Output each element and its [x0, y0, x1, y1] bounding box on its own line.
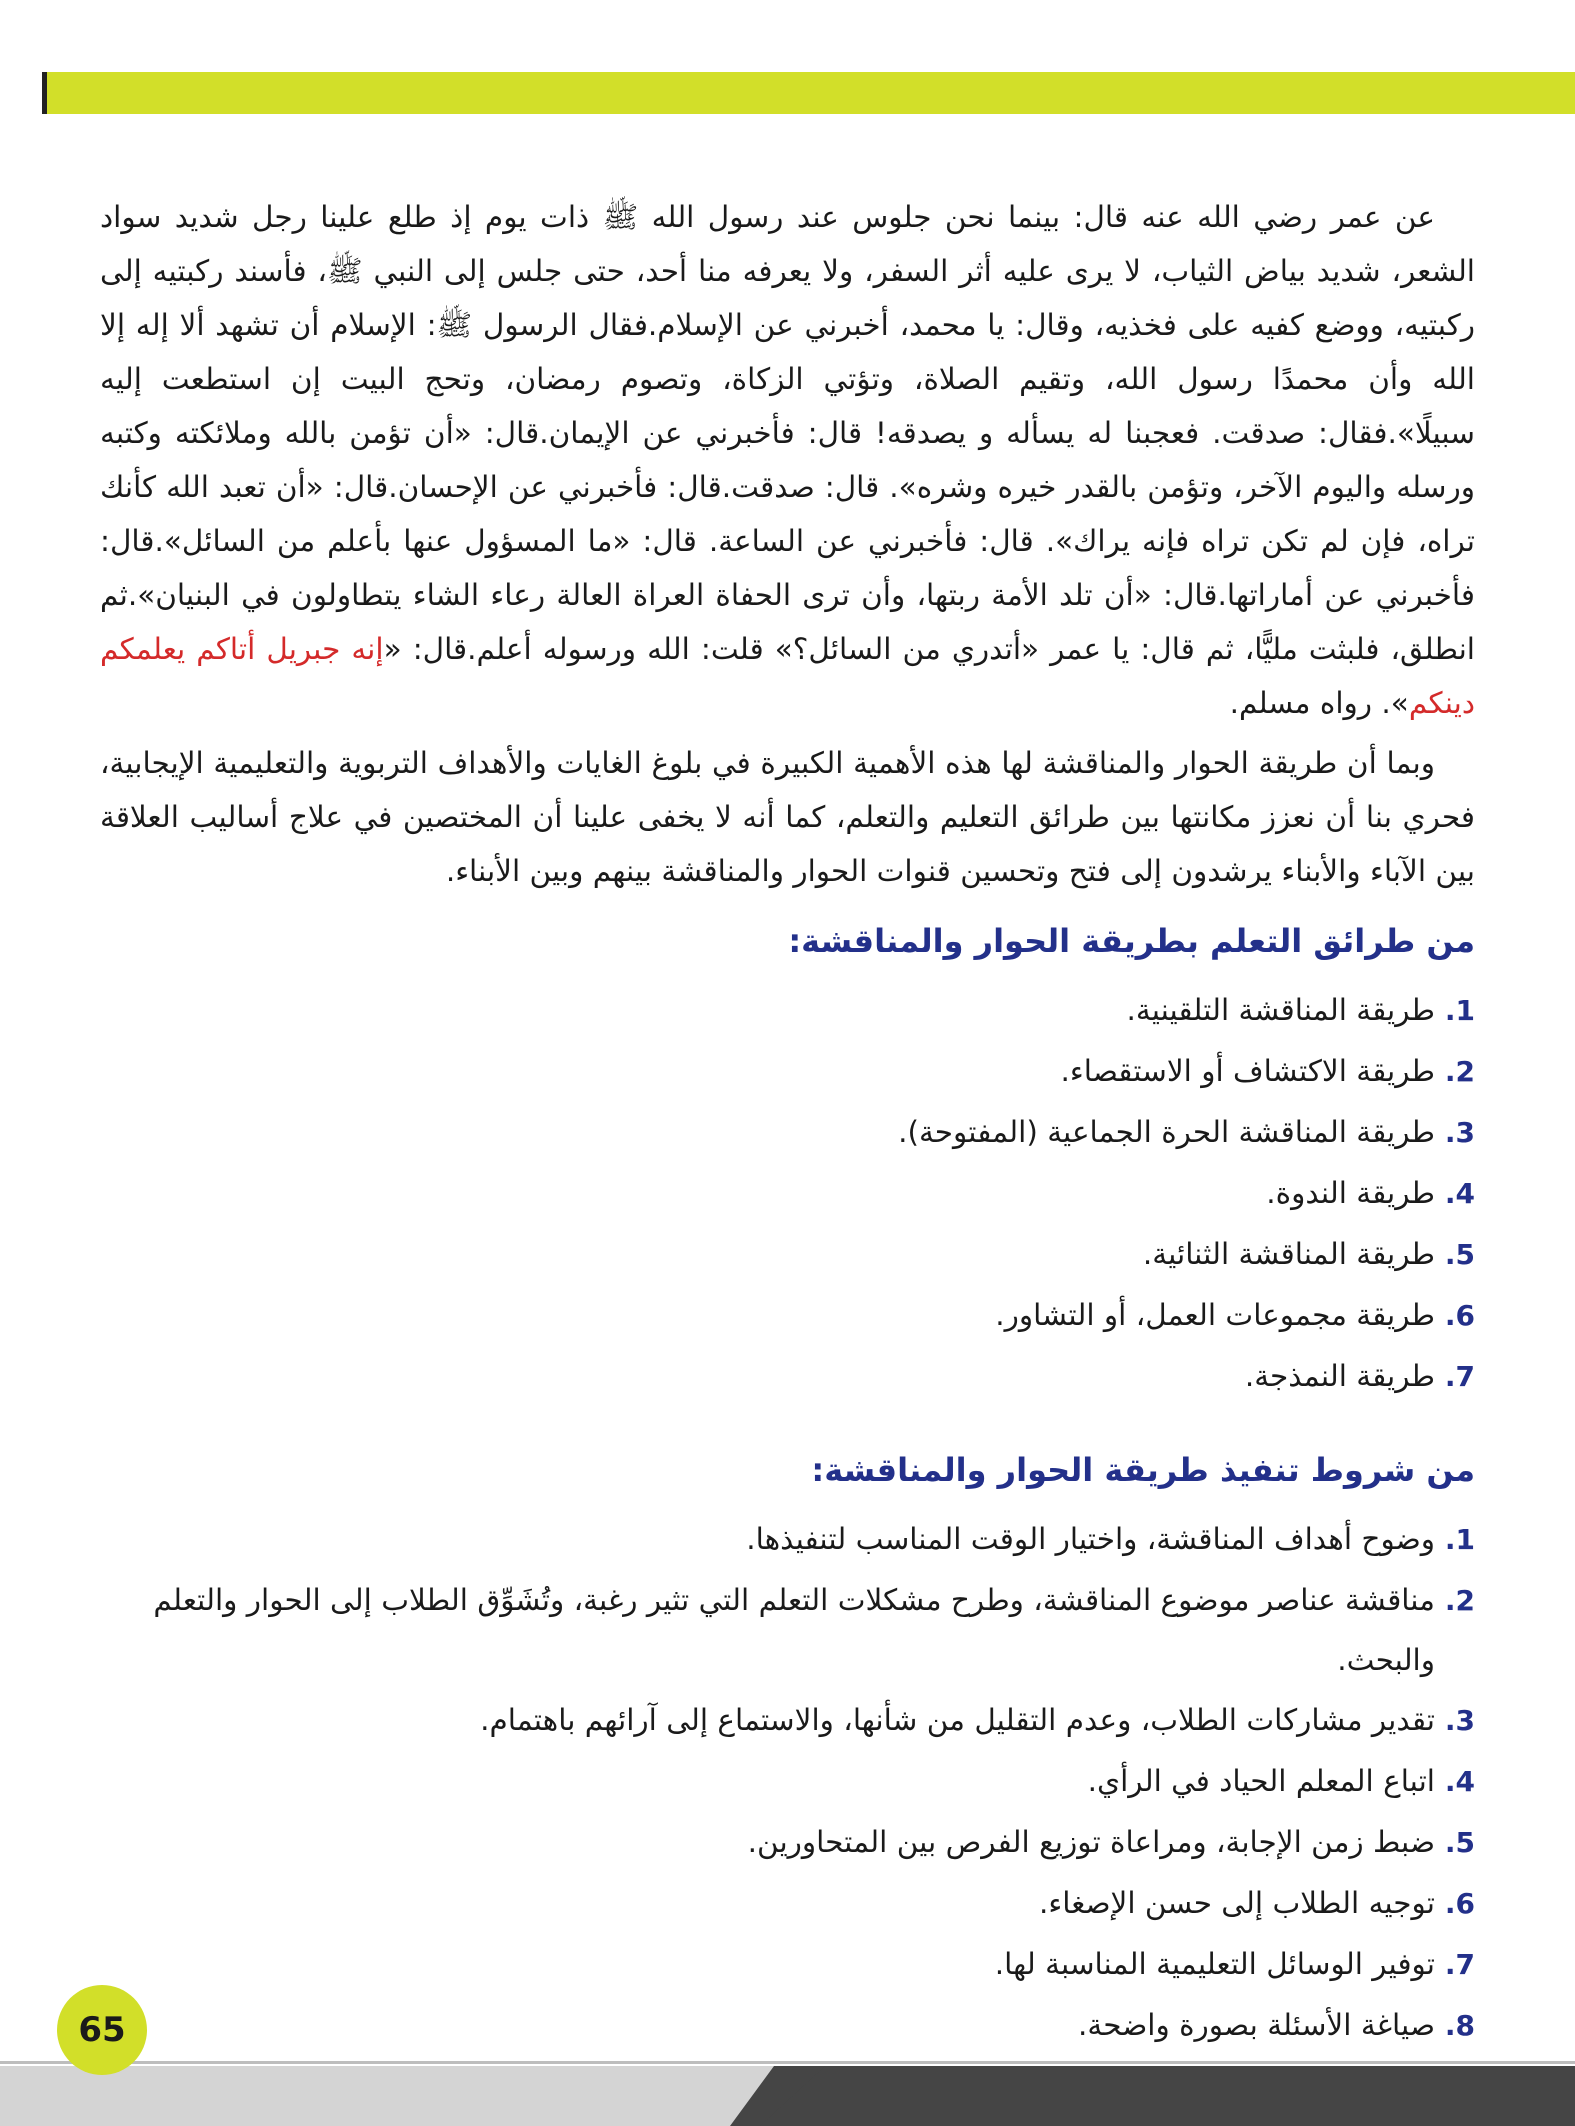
- item-text: توجيه الطلاب إلى حسن الإصغاء.: [1039, 1886, 1435, 1920]
- list-item: [100, 1934, 1475, 1995]
- list-item: [100, 1163, 1475, 1224]
- list-item: [100, 1812, 1475, 1873]
- item-text: ضبط زمن الإجابة، ومراعاة توزيع الفرص بين المتحاورين.: [747, 1825, 1435, 1859]
- page-content: [100, 190, 1475, 2056]
- list-item: [100, 1509, 1475, 1570]
- list-item: [100, 980, 1475, 1041]
- hadith-text-part2: ». رواه مسلم.: [1229, 686, 1409, 720]
- section-heading-conditions: من شروط تنفيذ طريقة الحوار والمناقشة:: [811, 1451, 1475, 1489]
- item-text: طريقة الاكتشاف أو الاستقصاء.: [1060, 1054, 1435, 1088]
- list-item: [100, 1041, 1475, 1102]
- item-number: 4.: [1444, 1765, 1475, 1798]
- hadith-text-part1: عن عمر رضي الله عنه قال: بينما نحن جلوس عند رسول الله ﷺ ذات يوم إذ طلع علينا رجل شديد سواد الشعر، شديد بياض الثياب، لا يرى عليه أثر السفر، ولا يعرفه منا أحد، حتى جلس إلى النبي ﷺ، فأسند ركبتيه إلى ركبتيه، ووضع كفيه على فخذيه، وقال: يا محمد، أخبرني عن الإسلام.فقال الرسول ﷺ: الإسلام أن تشهد ألا إله إلا الله وأن محمدًا رسول الله، وتقيم الصلاة، وتؤتي الزكاة، وتصوم رمضان، وتحج البيت إن استطعت إليه سبيلًا».فقال: صدقت. فعجبنا له يسأله و يصدقه! قال: فأخبرني عن الإيمان.قال: «أن تؤمن بالله وملائكته وكتبه ورسله واليوم الآخر، وتؤمن بالقدر خيره وشره». قال: صدقت.قال: فأخبرني عن الإحسان.قال: «أن تعبد الله كأنك تراه، فإن لم تكن تراه فإنه يراك». قال: فأخبرني عن الساعة. قال: «ما المسؤول عنها بأعلم من السائل».قال: فأخبرني عن أماراتها.قال: «أن تلد الأمة ربتها، وأن ترى الحفاة العراة العالة رعاء الشاء يتطاولون في البنيان».ثم انطلق، فلبثت مليًّا، ثم قال: يا عمر «أتدري من السائل؟» قلت: الله ورسوله أعلم.قال: «: [100, 200, 1475, 666]
- item-text: طريقة الندوة.: [1266, 1176, 1435, 1210]
- item-number: 1.: [1444, 1523, 1475, 1556]
- item-number: 4.: [1444, 1177, 1475, 1210]
- item-number: 6.: [1444, 1887, 1475, 1920]
- item-number: 5.: [1444, 1238, 1475, 1271]
- item-number: 2.: [1444, 1055, 1475, 1088]
- footer-divider: [0, 2061, 1575, 2064]
- item-number: 3.: [1444, 1116, 1475, 1149]
- item-text: تقدير مشاركات الطلاب، وعدم التقليل من شأنها، والاستماع إلى آرائهم باهتمام.: [480, 1703, 1435, 1737]
- item-text: وضوح أهداف المناقشة، واختيار الوقت المناسب لتنفيذها.: [746, 1522, 1435, 1556]
- item-text: مناقشة عناصر موضوع المناقشة، وطرح مشكلات التعلم التي تثير رغبة، وتُشَوِّق الطلاب إلى الحوار والتعلم والبحث.: [153, 1583, 1435, 1677]
- item-text: توفير الوسائل التعليمية المناسبة لها.: [994, 1947, 1435, 1981]
- list-item: [100, 1102, 1475, 1163]
- header-accent-bar: [42, 72, 1575, 114]
- item-number: 3.: [1444, 1704, 1475, 1737]
- item-text: صياغة الأسئلة بصورة واضحة.: [1078, 2008, 1435, 2042]
- list-item: [100, 1751, 1475, 1812]
- discussion-paragraph: وبما أن طريقة الحوار والمناقشة لها هذه الأهمية الكبيرة في بلوغ الغايات والأهداف التربوية والتعليمية الإيجابية، فحري بنا أن نعزز مكانتها بين طرائق التعليم والتعلم، كما أنه لا يخفى علينا أن المختصين في علاج أساليب العلاقة بين الآباء والأبناء يرشدون إلى فتح وتحسين قنوات الحوار والمناقشة بينهم وبين الأبناء.: [100, 746, 1475, 888]
- item-number: 7.: [1444, 1948, 1475, 1981]
- item-text: طريقة مجموعات العمل، أو التشاور.: [995, 1298, 1435, 1332]
- item-number: 5.: [1444, 1826, 1475, 1859]
- methods-list: [100, 980, 1475, 1407]
- list-item: [100, 1285, 1475, 1346]
- item-text: اتباع المعلم الحياد في الرأي.: [1087, 1764, 1435, 1798]
- footer-dark-band: [760, 2066, 1575, 2126]
- item-number: 1.: [1444, 994, 1475, 1027]
- item-number: 8.: [1444, 2009, 1475, 2042]
- page-number-badge: 65: [57, 1985, 147, 2075]
- list-item: [100, 1995, 1475, 2056]
- section-heading-methods: من طرائق التعلم بطريقة الحوار والمناقشة:: [788, 922, 1475, 960]
- list-item: [100, 1873, 1475, 1934]
- item-number: 7.: [1444, 1360, 1475, 1393]
- item-number: 2.: [1444, 1584, 1475, 1617]
- list-item: [100, 1570, 1475, 1690]
- list-item: [100, 1690, 1475, 1751]
- item-text: طريقة المناقشة الحرة الجماعية (المفتوحة).: [898, 1115, 1435, 1149]
- hadith-paragraph: [100, 190, 1475, 730]
- conditions-list: [100, 1509, 1475, 2056]
- item-text: طريقة النمذجة.: [1244, 1359, 1435, 1393]
- hadith-highlight: إنه جبريل أتاكم يعلمكم دينكم: [100, 632, 1475, 720]
- item-text: طريقة المناقشة التلقينية.: [1126, 993, 1435, 1027]
- list-item: [100, 1224, 1475, 1285]
- item-text: طريقة المناقشة الثنائية.: [1142, 1237, 1435, 1271]
- item-number: 6.: [1444, 1299, 1475, 1332]
- list-item: [100, 1346, 1475, 1407]
